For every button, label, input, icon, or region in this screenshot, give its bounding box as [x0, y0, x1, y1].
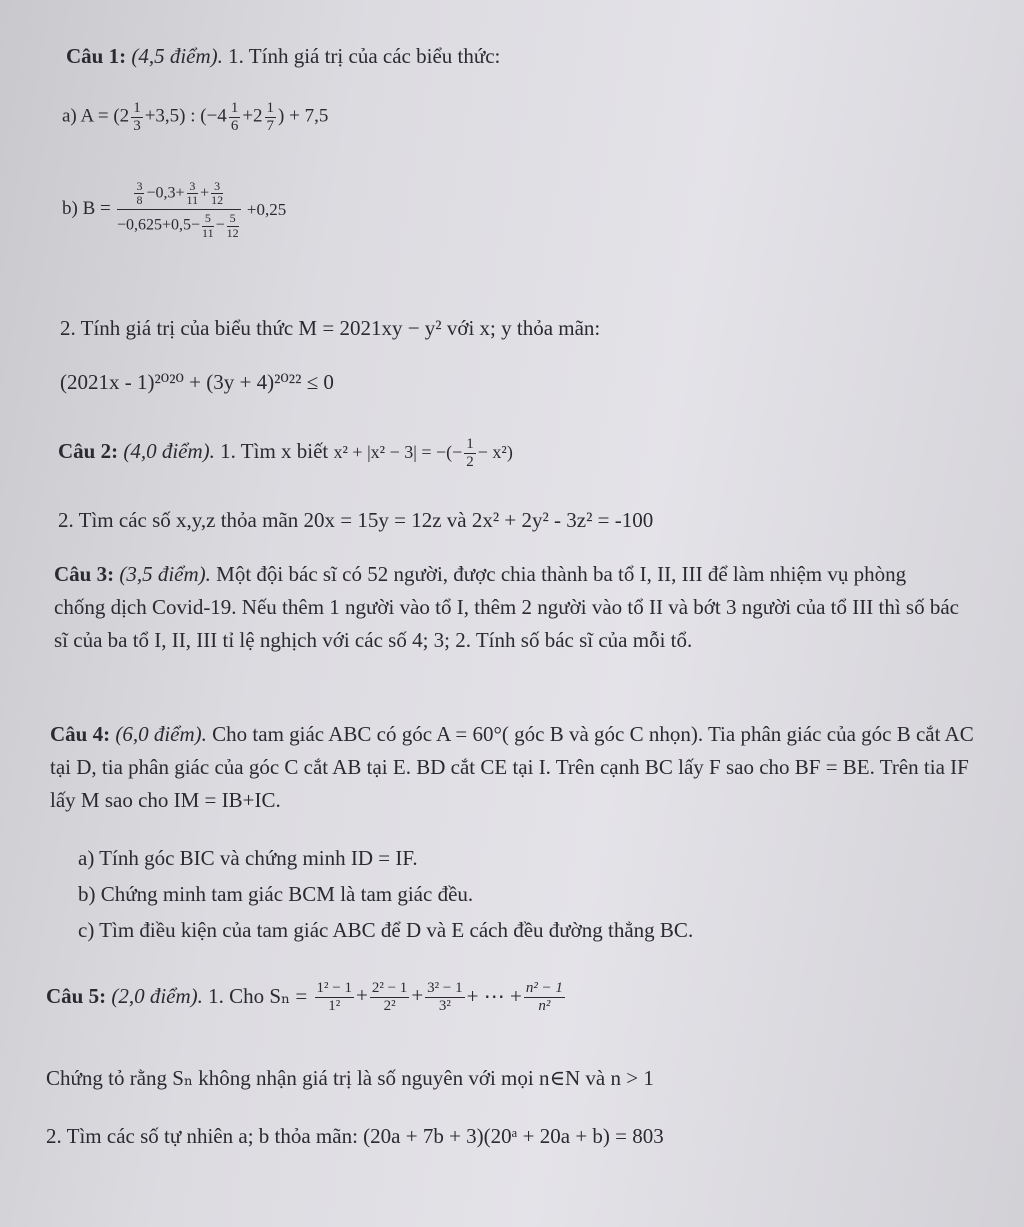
q1-part-2: 2. Tính giá trị của biểu thức M = 2021xy − y² với x; y thỏa mãn: — [60, 316, 601, 340]
q2-part-1: 1. Tìm x biết — [220, 438, 329, 463]
q5-claim: Chứng tỏ rằng Sₙ không nhận giá trị là số nguyên với mọi n∈N và n > 1 — [46, 1066, 654, 1090]
q1-points: (4,5 điểm). — [131, 44, 223, 68]
q1-b-prefix: b) B = — [62, 198, 111, 220]
fraction: $\frac{\text{n² − 1}}{\text{n²}}$ — [525, 980, 563, 1014]
fraction: $\frac{\text{1² − 1}}{\text{1²}}$ — [316, 980, 352, 1014]
q1-label: Câu 1: — [66, 44, 127, 68]
q1-part-b: b) B = $\frac{3}{8}$ −0,3+ $\frac{3}{11}$ + $\frac{3}{12}$ −0,625+0,5− $\frac{5}{11}$ − $\frac{5}{12}$ +0,25 — [62, 179, 287, 240]
q4-points: (6,0 điểm). — [115, 722, 207, 746]
q1-a-expr: (2 — [113, 105, 130, 127]
q3-text: Một đội bác sĩ có 52 người, được chia thành ba tổ I, II, III để làm nhiệm vụ phòng chống dịch Covid-19. Nếu thêm 1 người vào tổ I, thêm 2 người vào tổ II và bớt 3 người của tổ III thì số bác sĩ của ba tổ I, II, III tỉ lệ nghịch với các số 4; 3; 2. Tính số bác sĩ của mỗi tổ. — [54, 562, 959, 652]
q5-part-1: 1. Cho Sₙ = — [208, 984, 308, 1009]
fraction: $\frac{\text{3² − 1}}{\text{3²}}$ — [427, 980, 463, 1014]
fraction: $\frac{\text{2² − 1}}{\text{2²}}$ — [371, 980, 408, 1014]
q4-part-a: a) Tính góc BIC và chứng minh ID = IF. — [78, 846, 418, 870]
q1-a-prefix: a) A = — [62, 105, 109, 127]
q5-part-2: 2. Tìm các số tự nhiên a; b thỏa mãn: (20a + 7b + 3)(20ᵃ + 20a + b) = 803 — [46, 1124, 664, 1148]
fraction: $\frac{1}{2}$ — [466, 436, 474, 470]
q2-header: Câu 2: (4,0 điểm). 1. Tìm x biết x² + |x² − 3| = −(− $\frac{1}{2}$ − x²) — [58, 436, 513, 470]
q4-part-b: b) Chứng minh tam giác BCM là tam giác đều. — [78, 882, 474, 906]
q5-header: Câu 5: (2,0 điểm). 1. Cho Sₙ = $\frac{\text{1² − 1}}{\text{1²}}$ + $\frac{\text{2² − 1}}{\text{2²}}$ + $\frac{\text{3² − 1}}{\text{3²}}$ + ⋯ + $\frac{\text{n² − 1}}{\text{n²}}$ — [46, 980, 563, 1014]
q3-block — [54, 558, 959, 657]
fraction: $\frac{1}{6}$ — [230, 100, 239, 134]
q5-points: (2,0 điểm). — [111, 984, 203, 1009]
q1-part-a: a) A = (2 $\frac{1}{3}$ +3,5) : (−4 $\frac{1}{6}$ +2 $\frac{1}{7}$ ) + 7,5 — [62, 100, 329, 134]
q4-label: Câu 4: — [50, 722, 111, 746]
q1-part-2-condition: (2021x - 1)²⁰²⁰ + (3y + 4)²⁰²² ≤ 0 — [60, 370, 334, 394]
q4-text: Cho tam giác ABC có góc A = 60°( góc B và góc C nhọn). Tia phân giác của góc B cắt AC tại D, tia phân giác của góc C cắt AB tại E. BD cắt CE tại I. Trên cạnh BC lấy F sao cho BF = BE. Trên tia IF lấy M sao cho IM = IB+IC. — [50, 722, 974, 812]
fraction: $\frac{1}{3}$ — [133, 100, 141, 134]
fraction: $\frac{1}{7}$ — [266, 100, 275, 134]
q1-header — [66, 44, 500, 69]
q1-b-fraction: $\frac{3}{8}$ −0,3+ $\frac{3}{11}$ + $\frac{3}{12}$ −0,625+0,5− $\frac{5}{11}$ − $\frac{5}{12}$ — [116, 179, 239, 240]
q2-points: (4,0 điểm). — [123, 438, 215, 463]
q5-label: Câu 5: — [46, 984, 107, 1009]
q3-label: Câu 3: — [54, 562, 115, 586]
q2-label: Câu 2: — [58, 438, 119, 463]
q1-intro: 1. Tính giá trị của các biểu thức: — [228, 44, 501, 68]
q4-part-c: c) Tìm điều kiện của tam giác ABC để D và E cách đều đường thẳng BC. — [78, 918, 694, 942]
q2-part-2: 2. Tìm các số x,y,z thỏa mãn 20x = 15y = 12z và 2x² + 2y² - 3z² = -100 — [58, 508, 654, 532]
q4-block — [50, 718, 975, 817]
q3-points: (3,5 điểm). — [119, 562, 211, 586]
